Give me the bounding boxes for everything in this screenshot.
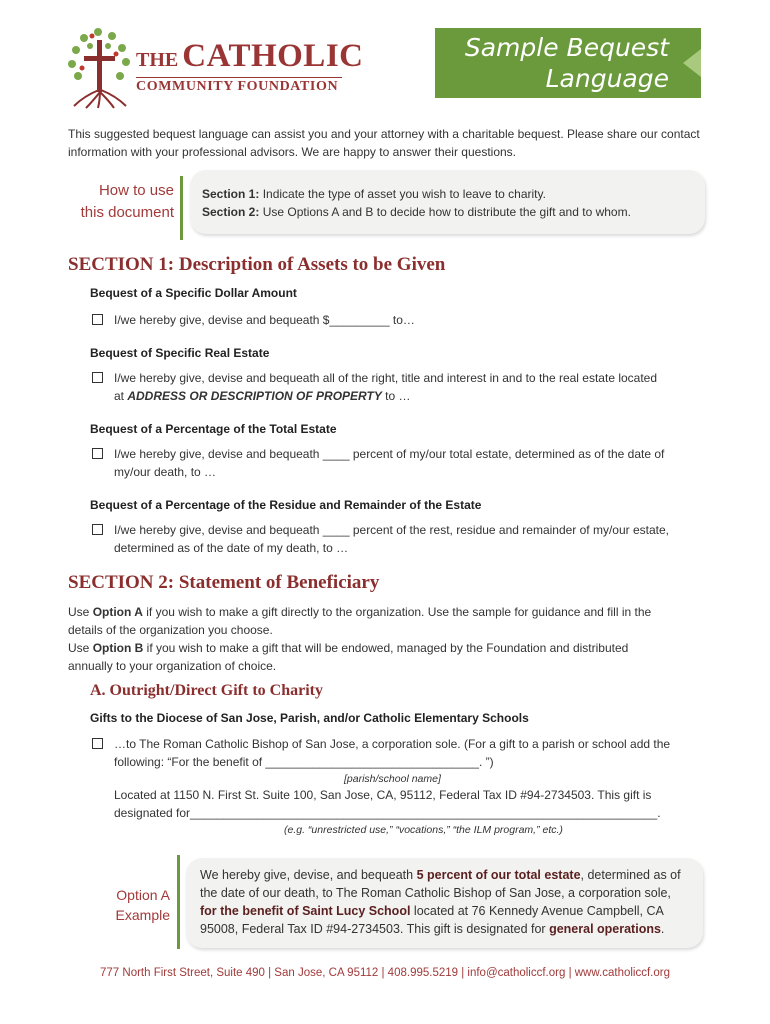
checkbox[interactable] [92,448,103,459]
gift-item: …to The Roman Catholic Bishop of San Jose, a corporation sole. (For a gift to a parish or school add the following: “For the benefit of ________________________________. ”) [parish/school name] Located at 1150 N. First St. Suite 100, San Jose, CA, 95112, Federal Tax ID #94-2734503. This gift is designated for______________________________________________________________________. (e.g. “unrestricted use,” “vocations,” “the ILM program,” etc.) [92,736,712,836]
section2-heading: SECTION 2: Statement of Beneficiary [68,572,380,593]
checkbox[interactable] [92,314,103,325]
item3-title: Bequest of a Percentage of the Total Estate [90,422,337,436]
section2-intro: Use Option A if you wish to make a gift directly to the organization. Use the sample for guidance and fill in the details of the organization you choose. Use Option B if you wish to make a gift that will be endowed, managed by the Foundation and distributed annually to your organization of choice. [68,605,652,673]
howto-divider [180,176,183,240]
intro-paragraph: This suggested bequest language can assist you and your attorney with a charitable bequest. Please share our contact information with your professional advisors. We are happy to answer their questions. [68,127,700,159]
title-line-1: Sample Bequest [464,33,669,62]
logo-rule [136,77,342,78]
logo-wordmark: THE CATHOLIC [136,38,364,74]
howto-label: How to use this document [80,182,174,221]
banner-notch [683,49,701,77]
item1-title: Bequest of a Specific Dollar Amount [90,286,297,300]
example-divider [177,855,180,949]
list-item: I/we hereby give, devise and bequeath ____ percent of the rest, residue and remainder of my/our estate, determined as of the date of my death, to … [92,522,712,562]
example-box: We hereby give, devise, and bequeath 5 percent of our total estate, determined as of the date of our death, to The Roman Catholic Bishop of San Jose, a corporation sole, for the benefit of Saint Lucy School located at 76 Kennedy Avenue Campbell, CA 95008, Federal Tax ID #94-2734503. This gift is designated for general operations. [186,858,703,948]
item2-title: Bequest of Specific Real Estate [90,346,270,360]
logo-tree-icon [64,26,136,110]
title-banner [435,28,701,98]
list-item: I/we hereby give, devise and bequeath ____ percent of my/our total estate, determined as of the date of my/our death, to … [92,446,712,486]
footer-contact: 777 North First Street, Suite 490 | San Jose, CA 95112 | 408.995.5219 | info@catholiccf.org | www.catholiccf.org [100,967,670,979]
option-a-heading: A. Outright/Direct Gift to Charity [90,682,323,699]
howto-box: Section 1: Indicate the type of asset you wish to leave to charity. Section 2: Use Options A and B to decide how to distribute the gift and to whom. [190,170,705,234]
section1-heading: SECTION 1: Description of Assets to be Given [68,254,446,275]
example-label: Option A Example [115,887,170,923]
item4-title: Bequest of a Percentage of the Residue and Remainder of the Estate [90,498,482,512]
list-item: I/we hereby give, devise and bequeath $_________ to… [92,312,712,332]
title-line-2: Language [545,64,669,93]
checkbox[interactable] [92,372,103,383]
logo-subtitle: COMMUNITY FOUNDATION [136,79,339,94]
checkbox[interactable] [92,524,103,535]
gifts-title: Gifts to the Diocese of San Jose, Parish, and/or Catholic Elementary Schools [90,711,529,725]
checkbox[interactable] [92,738,103,749]
list-item: I/we hereby give, devise and bequeath all of the right, title and interest in and to the real estate located at ADDRESS OR DESCRIPTION OF PROPERTY to … [92,370,712,410]
